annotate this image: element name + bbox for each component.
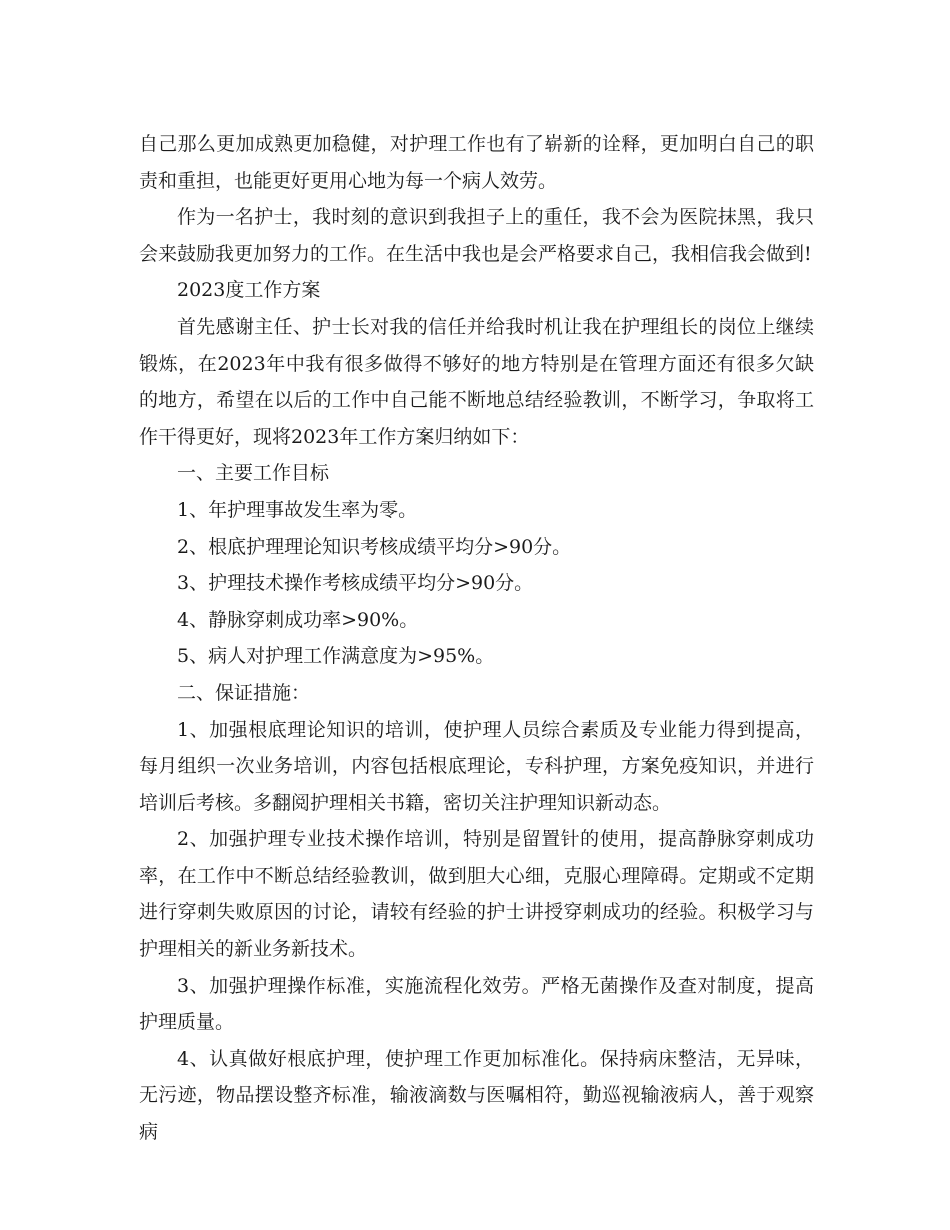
paragraph-introduction: 首先感谢主任、护士长对我的信任并给我时机让我在护理组长的岗位上继续锻炼，在2023年中我有很多做得不够好的地方特别是在管理方面还有很多欠缺的地方，希望在以后的工作中自己能不断地总结经验教训，不断学习，争取将工作干得更好，现将2023年工作方案归纳如下： [139, 315, 814, 448]
paragraph-continuation: 自己那么更加成熟更加稳健，对护理工作也有了崭新的诠释，更加明白自己的职责和重担，也能更好更用心地为每一个病人效劳。 [139, 133, 814, 192]
goal-item-1: 1、年护理事故发生率为零。 [177, 498, 418, 521]
measure-item-4: 4、认真做好根底护理，使护理工作更加标准化。保持病床整洁，无异味，无污迹，物品摆设整齐标准，输液滴数与医嘱相符，勤巡视输液病人，善于观察病 [139, 1047, 814, 1144]
measure-item-2: 2、加强护理专业技术操作培训，特别是留置针的使用，提高静脉穿刺成功率，在工作中不断总结经验教训，做到胆大心细，克服心理障碍。定期或不定期进行穿刺失败原因的讨论，请较有经验的护士讲授穿刺成功的经验。积极学习与护理相关的新业务新技术。 [139, 828, 814, 961]
goal-item-2: 2、根底护理理论知识考核成绩平均分>90分。 [177, 535, 572, 558]
goal-item-3: 3、护理技术操作考核成绩平均分>90分。 [177, 572, 534, 595]
heading-guarantee-measures: 二、保证措施： [177, 681, 311, 704]
paragraph-nurse-commitment: 作为一名护士，我时刻的意识到我担子上的重任，我不会为医院抹黑，我只会来鼓励我更加努力的工作。在生活中我也是会严格要求自己，我相信我会做到! [139, 206, 814, 265]
goal-item-5: 5、病人对护理工作满意度为>95%。 [177, 645, 495, 668]
document-body [139, 126, 814, 1151]
measure-item-3: 3、加强护理操作标准，实施流程化效劳。严格无菌操作及查对制度，提高护理质量。 [139, 974, 814, 1034]
heading-main-goals: 一、主要工作目标 [177, 462, 330, 485]
goal-item-4: 4、静脉穿刺成功率>90%。 [177, 608, 419, 631]
measure-item-1: 1、加强根底理论知识的培训，使护理人员综合素质及专业能力得到提高，每月组织一次业务培训，内容包括根底理论，专科护理，方案免疫知识，并进行培训后考核。多翻阅护理相关书籍，密切关注护理知识新动态。 [139, 718, 814, 814]
section-title-work-plan: 2023度工作方案 [177, 279, 321, 302]
